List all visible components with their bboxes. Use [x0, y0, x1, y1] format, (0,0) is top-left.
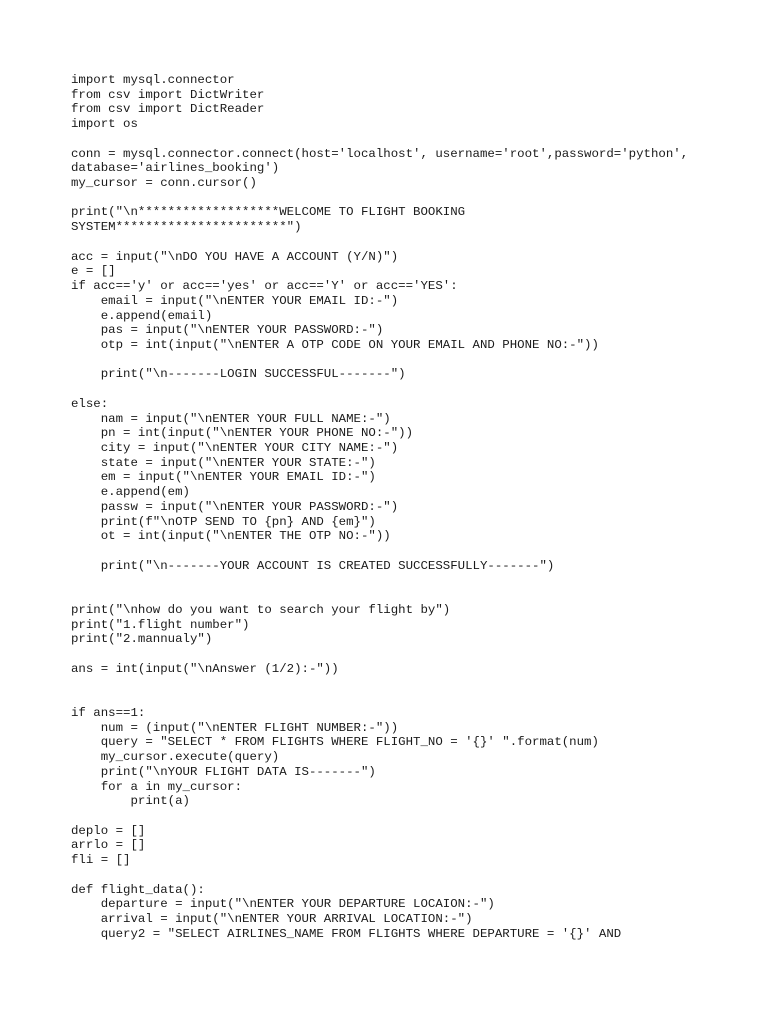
code-line: else: — [71, 396, 109, 411]
code-line: from csv import DictWriter — [71, 87, 265, 102]
code-line: import os — [71, 117, 138, 132]
code-line: query2 = "SELECT AIRLINES_NAME FROM FLIGHTS WHERE DEPARTURE = '{}' AND — [71, 926, 622, 941]
blank-line — [71, 809, 751, 824]
code-line: SYSTEM***********************") — [71, 220, 302, 235]
code-line: em = input("\nENTER YOUR EMAIL ID:-") — [71, 470, 376, 485]
code-line: print(a) — [71, 794, 190, 809]
code-line: e = [] — [71, 264, 116, 279]
code-line: departure = input("\nENTER YOUR DEPARTURE LOCAION:-") — [71, 897, 495, 912]
code-line: print("\n-------LOGIN SUCCESSFUL-------") — [71, 367, 406, 382]
blank-line — [71, 544, 751, 559]
code-line: print("\nhow do you want to search your flight by") — [71, 602, 451, 617]
blank-line — [71, 353, 751, 368]
code-line: if ans==1: — [71, 705, 146, 720]
blank-line — [71, 382, 751, 397]
code-line: database='airlines_booking') — [71, 161, 280, 176]
blank-line — [71, 573, 751, 588]
code-line: for a in my_cursor: — [71, 779, 243, 794]
code-line: ot = int(input("\nENTER THE OTP NO:-")) — [71, 529, 391, 544]
code-line: my_cursor = conn.cursor() — [71, 176, 257, 191]
code-line: print("2.mannualy") — [71, 632, 213, 647]
blank-line — [71, 676, 751, 691]
code-line: print("1.flight number") — [71, 617, 250, 632]
code-line: otp = int(input("\nENTER A OTP CODE ON YOUR EMAIL AND PHONE NO:-")) — [71, 337, 599, 352]
blank-line — [71, 235, 751, 250]
code-line: pas = input("\nENTER YOUR PASSWORD:-") — [71, 323, 384, 338]
code-line: e.append(email) — [71, 308, 213, 323]
code-line: pn = int(input("\nENTER YOUR PHONE NO:-")) — [71, 426, 414, 441]
code-line: my_cursor.execute(query) — [71, 750, 280, 765]
code-line: from csv import DictReader — [71, 102, 265, 117]
code-line: e.append(em) — [71, 485, 190, 500]
code-line: def flight_data(): — [71, 882, 205, 897]
code-line: arrlo = [] — [71, 838, 146, 853]
code-line: city = input("\nENTER YOUR CITY NAME:-") — [71, 440, 399, 455]
code-line: deplo = [] — [71, 823, 146, 838]
code-line: print("\nYOUR FLIGHT DATA IS-------") — [71, 764, 376, 779]
code-listing — [71, 73, 751, 941]
code-line: nam = input("\nENTER YOUR FULL NAME:-") — [71, 411, 391, 426]
code-line: email = input("\nENTER YOUR EMAIL ID:-") — [71, 293, 399, 308]
blank-line — [71, 647, 751, 662]
code-line: print(f"\nOTP SEND TO {pn} AND {em}") — [71, 514, 376, 529]
blank-line — [71, 691, 751, 706]
code-line: if acc=='y' or acc=='yes' or acc=='Y' or acc=='YES': — [71, 279, 458, 294]
blank-line — [71, 588, 751, 603]
code-line: arrival = input("\nENTER YOUR ARRIVAL LOCATION:-") — [71, 911, 473, 926]
code-line: acc = input("\nDO YOU HAVE A ACCOUNT (Y/N)") — [71, 249, 399, 264]
code-line: num = (input("\nENTER FLIGHT NUMBER:-")) — [71, 720, 399, 735]
blank-line — [71, 191, 751, 206]
blank-line — [71, 132, 751, 147]
code-line: print("\n-------YOUR ACCOUNT IS CREATED SUCCESSFULLY-------") — [71, 558, 555, 573]
code-line: query = "SELECT * FROM FLIGHTS WHERE FLIGHT_NO = '{}' ".format(num) — [71, 735, 599, 750]
code-line: import mysql.connector — [71, 73, 235, 87]
code-line: print("\n*******************WELCOME TO FLIGHT BOOKING — [71, 205, 466, 220]
code-line: state = input("\nENTER YOUR STATE:-") — [71, 455, 376, 470]
code-line: fli = [] — [71, 853, 131, 868]
blank-line — [71, 868, 751, 883]
code-line: ans = int(input("\nAnswer (1/2):-")) — [71, 661, 339, 676]
code-line: conn = mysql.connector.connect(host='localhost', username='root',password='python', — [71, 146, 689, 161]
code-line: passw = input("\nENTER YOUR PASSWORD:-") — [71, 499, 399, 514]
